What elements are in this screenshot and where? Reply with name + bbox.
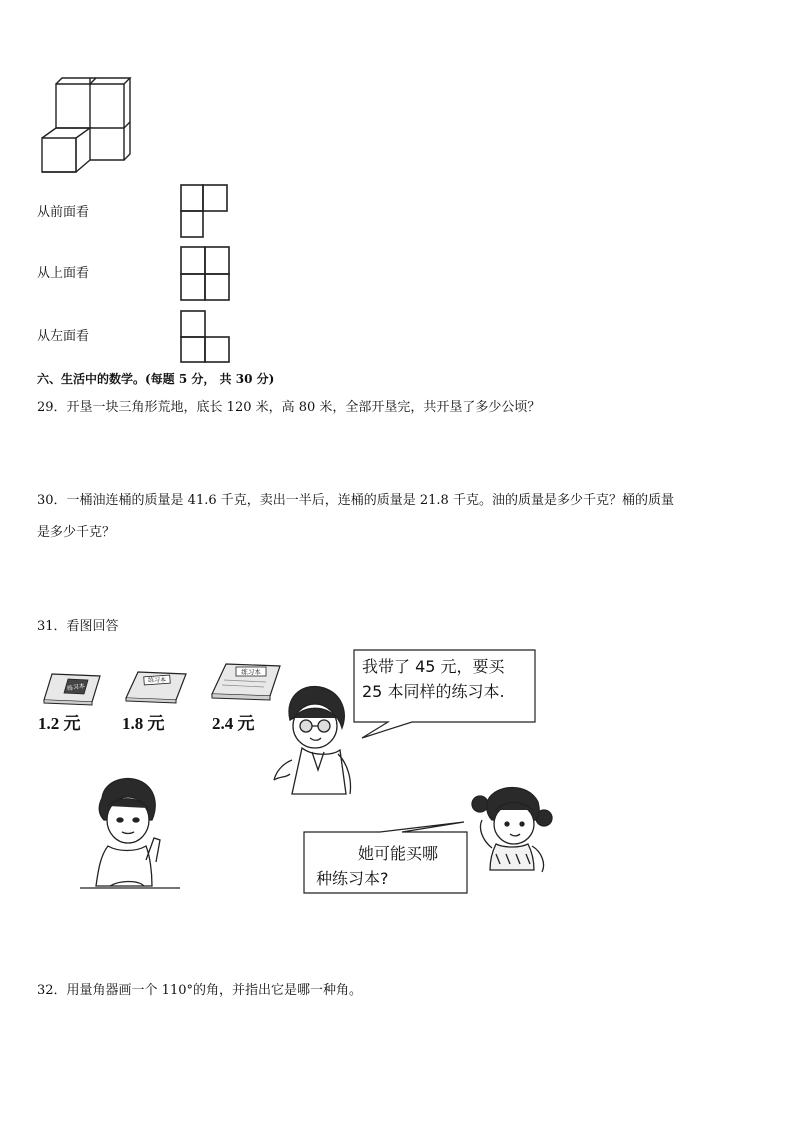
- notebook-1-icon: [42, 672, 104, 706]
- view-left-label: 从左面看: [37, 329, 90, 344]
- girl-with-pigtails-illustration: [470, 780, 560, 880]
- view-top-label: 从上面看: [37, 266, 90, 281]
- notebook-3-cover-label: 练习本: [241, 668, 261, 676]
- woman-pointing-illustration: [80, 776, 180, 896]
- speech-bubble-2-line1: 她可能买哪: [358, 844, 439, 863]
- question-31: 31．看图回答: [37, 619, 119, 634]
- speech-bubble-1-text: [362, 654, 536, 704]
- speech-bubble-2-line2: 种练习本?: [316, 869, 389, 888]
- top-view-grid: [180, 246, 232, 302]
- speech-bubble-2-text: [316, 841, 466, 891]
- teacher-with-glasses-illustration: [272, 684, 358, 800]
- speech-bubble-1-line1: 我带了 45 元，要买: [362, 657, 505, 676]
- cube-stack-figure: [38, 80, 138, 176]
- notebook-2-icon: [124, 670, 188, 704]
- notebook-1-price: 1.2 元: [38, 714, 81, 733]
- front-view-grid: [180, 184, 230, 238]
- question-29: 29．开垦一块三角形荒地，底长 120 米，高 80 米，全部开垦完，共开垦了多少公顷？: [37, 400, 541, 415]
- speech-bubble-1-line2: 25 本同样的练习本.: [362, 682, 505, 701]
- notebook-2-price: 1.8 元: [122, 714, 165, 733]
- notebook-3-price: 2.4 元: [212, 714, 255, 733]
- question-32: 32．用量角器画一个 110°的角，并指出它是哪一种角。: [37, 983, 362, 998]
- question-30-line2: 是多少千克？: [37, 525, 116, 540]
- section-6-heading: 六、生活中的数学。(每题 5 分， 共 30 分): [37, 372, 275, 386]
- notebook-2-cover-label: 练习本: [147, 677, 167, 684]
- left-view-grid: [180, 310, 232, 364]
- notebook-1-cover-label: 练习本: [66, 682, 86, 693]
- question-30-line1: 30．一桶油连桶的质量是 41.6 千克，卖出一半后，连桶的质量是 21.8 千克。油的质量是多少千克？桶的质量: [37, 493, 674, 508]
- view-front-label: 从前面看: [37, 205, 90, 220]
